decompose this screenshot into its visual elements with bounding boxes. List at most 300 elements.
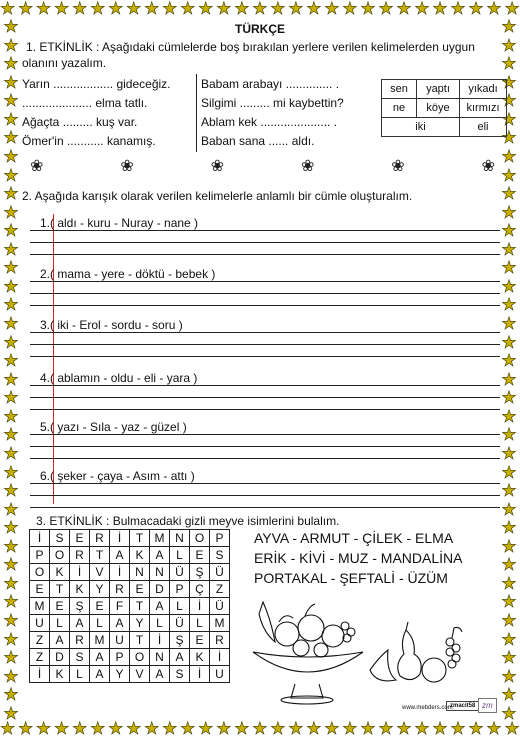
star-icon: ★: [126, 0, 142, 18]
grid-cell: L: [50, 615, 70, 632]
word-cell: kırmızı: [460, 99, 507, 118]
grid-cell: P: [210, 530, 230, 547]
star-icon: ★: [3, 128, 19, 148]
grid-cell: R: [210, 632, 230, 649]
star-icon: ★: [501, 481, 517, 501]
grid-cell: V: [130, 666, 150, 683]
star-icon: ★: [0, 719, 16, 738]
grid-cell: İ: [150, 632, 170, 649]
star-icon: ★: [501, 314, 517, 333]
star-icon: ★: [504, 719, 520, 738]
word-cell: köye: [417, 99, 460, 118]
star-icon: ★: [501, 202, 517, 222]
star-icon: ★: [3, 239, 19, 259]
star-icon: ★: [90, 0, 106, 18]
exercise-prompt: 6.( şeker - çaya - Asım - attı ): [40, 469, 195, 483]
star-icon: ★: [468, 719, 484, 738]
grid-cell: L: [150, 615, 170, 632]
star-icon: ★: [501, 258, 517, 278]
grid-cell: R: [110, 581, 130, 598]
grid-cell: İ: [190, 666, 210, 683]
star-icon: ★: [72, 719, 88, 738]
star-icon: ★: [54, 0, 70, 18]
star-icon: ★: [414, 0, 430, 18]
grid-cell: K: [50, 564, 70, 581]
grid-row: [30, 547, 230, 564]
flower-icon: ❀: [30, 158, 44, 175]
grid-cell: E: [70, 530, 90, 547]
star-icon: ★: [3, 648, 19, 668]
grid-row: [30, 598, 230, 615]
grid-row: [30, 615, 230, 632]
divider-line: [196, 74, 197, 152]
fill-sentence-right: Babam arabayı .............. .: [201, 77, 340, 91]
star-icon: ★: [90, 719, 106, 738]
star-icon: ★: [3, 276, 19, 296]
star-icon: ★: [450, 719, 466, 738]
star-icon: ★: [504, 0, 520, 18]
grid-cell: Y: [90, 581, 110, 598]
star-icon: ★: [180, 0, 196, 18]
star-icon: ★: [501, 276, 517, 296]
star-icon: ★: [501, 611, 517, 630]
writing-line: [30, 385, 500, 386]
grid-cell: Z: [30, 632, 50, 649]
star-icon: ★: [501, 332, 517, 352]
grid-cell: E: [190, 547, 210, 564]
fruit-bowl-illustration: [245, 592, 370, 710]
grid-cell: E: [90, 598, 110, 615]
star-icon: ★: [486, 0, 502, 18]
writing-line: [30, 332, 500, 333]
star-icon: ★: [270, 719, 286, 738]
star-icon: ★: [3, 406, 19, 426]
star-icon: ★: [501, 462, 517, 482]
star-icon: ★: [3, 332, 19, 352]
grid-cell: Y: [130, 615, 150, 632]
grid-cell: L: [90, 615, 110, 632]
writing-line: [30, 230, 500, 231]
grid-cell: S: [210, 547, 230, 564]
activity1-instruction-cont: olanını yazalım.: [22, 56, 107, 70]
writing-line: [30, 434, 500, 435]
star-icon: ★: [216, 0, 232, 18]
star-icon: ★: [342, 719, 358, 738]
star-border-bottom: [0, 720, 520, 740]
grid-cell: N: [150, 564, 170, 581]
star-icon: ★: [234, 719, 250, 738]
star-icon: ★: [324, 719, 340, 738]
star-icon: ★: [501, 17, 517, 36]
star-icon: ★: [3, 629, 19, 649]
flower-icon: ❀: [300, 158, 315, 175]
activity2-instruction: 2. Aşağıda karışık olarak verilen kelimelerle anlamlı bir cümle oluşturalım.: [22, 189, 413, 203]
star-icon: ★: [432, 0, 448, 18]
star-icon: ★: [3, 573, 19, 593]
star-icon: ★: [144, 0, 160, 18]
grid-cell: P: [30, 547, 50, 564]
margin-line: [53, 214, 54, 504]
star-icon: ★: [3, 258, 19, 278]
writing-line: [30, 458, 500, 459]
grid-cell: İ: [70, 564, 90, 581]
star-icon: ★: [306, 0, 322, 18]
star-icon: ★: [108, 719, 124, 738]
star-icon: ★: [3, 555, 19, 575]
grid-cell: R: [90, 530, 110, 547]
star-icon: ★: [432, 719, 448, 738]
star-icon: ★: [501, 109, 517, 129]
star-icon: ★: [162, 0, 178, 18]
grid-cell: Ş: [170, 632, 190, 649]
grid-cell: A: [110, 547, 130, 564]
star-icon: ★: [216, 719, 232, 738]
star-icon: ★: [72, 0, 88, 18]
flower-divider: [30, 156, 495, 176]
star-icon: ★: [3, 518, 19, 538]
grid-cell: K: [50, 666, 70, 683]
grid-row: [30, 666, 230, 683]
grid-cell: A: [150, 598, 170, 615]
star-icon: ★: [3, 611, 19, 630]
grid-cell: M: [30, 598, 50, 615]
star-icon: ★: [501, 165, 517, 185]
word-cell: ne: [382, 99, 417, 118]
star-icon: ★: [3, 109, 19, 129]
star-icon: ★: [501, 629, 517, 649]
fill-sentence-left: Yarın .................. gideceğiz.: [22, 77, 171, 91]
star-icon: ★: [396, 0, 412, 18]
grid-row: [30, 530, 230, 547]
grid-cell: İ: [210, 649, 230, 666]
grid-cell: İ: [30, 530, 50, 547]
star-icon: ★: [3, 91, 19, 111]
grid-cell: T: [90, 547, 110, 564]
star-icon: ★: [36, 719, 52, 738]
fill-sentence-left: Ağaçta ......... kuş var.: [22, 115, 138, 129]
star-icon: ★: [501, 555, 517, 575]
writing-line: [30, 242, 500, 243]
grid-cell: O: [130, 649, 150, 666]
star-icon: ★: [501, 128, 517, 148]
star-icon: ★: [501, 703, 517, 723]
word-cell: eli: [460, 118, 507, 137]
fill-sentence-left: Ömer'in ........... kanamış.: [22, 134, 156, 148]
star-icon: ★: [0, 0, 16, 18]
grid-row: [30, 564, 230, 581]
writing-line: [30, 293, 500, 294]
star-icon: ★: [252, 0, 268, 18]
activity1-instruction: 1. ETKİNLİK : Aşağıdaki cümlelerde boş bırakılan yerlere verilen kelimelerden uygun: [26, 40, 475, 54]
grid-cell: Z: [30, 649, 50, 666]
star-icon: ★: [306, 719, 322, 738]
grid-cell: S: [50, 530, 70, 547]
star-icon: ★: [3, 351, 19, 371]
grid-cell: İ: [110, 530, 130, 547]
star-icon: ★: [501, 648, 517, 668]
grid-cell: Z: [210, 581, 230, 598]
grid-cell: Ş: [190, 564, 210, 581]
exercise-prompt: 5.( yazı - Sıla - yaz - güzel ): [40, 420, 187, 434]
star-icon: ★: [501, 592, 517, 612]
grid-cell: A: [110, 615, 130, 632]
fruit-word-list: ERİK - KİVİ - MUZ - MANDALİNA: [254, 550, 463, 566]
star-icon: ★: [501, 239, 517, 259]
star-icon: ★: [162, 719, 178, 738]
writing-line: [30, 507, 500, 508]
grid-cell: T: [130, 598, 150, 615]
flower-icon: ❀: [120, 158, 134, 175]
star-icon: ★: [3, 425, 19, 445]
star-icon: ★: [501, 184, 517, 204]
grid-cell: İ: [190, 598, 210, 615]
grid-cell: V: [90, 564, 110, 581]
star-icon: ★: [3, 146, 19, 166]
writing-line: [30, 409, 500, 410]
footer-stamp: zmacit58: [446, 701, 479, 711]
star-icon: ★: [3, 666, 19, 686]
star-icon: ★: [3, 17, 19, 36]
fruit-word-list: PORTAKAL - ŞEFTALİ - ÜZÜM: [254, 570, 448, 586]
word-bank-table: [381, 79, 507, 137]
grid-cell: R: [70, 547, 90, 564]
star-icon: ★: [3, 72, 19, 92]
grid-cell: L: [170, 598, 190, 615]
star-icon: ★: [378, 0, 394, 18]
star-icon: ★: [3, 54, 19, 74]
grid-cell: E: [190, 632, 210, 649]
footer-logo: zm: [478, 698, 497, 713]
page-title: TÜRKÇE: [235, 22, 285, 36]
star-icon: ★: [501, 685, 517, 705]
star-icon: ★: [378, 719, 394, 738]
writing-line: [30, 254, 500, 255]
grid-cell: A: [70, 615, 90, 632]
exercise-prompt: 3.( iki - Erol - sordu - soru ): [40, 318, 183, 332]
star-icon: ★: [450, 0, 466, 18]
grid-cell: A: [170, 649, 190, 666]
star-icon: ★: [501, 221, 517, 241]
star-icon: ★: [3, 221, 19, 241]
star-icon: ★: [324, 0, 340, 18]
star-icon: ★: [3, 462, 19, 482]
star-icon: ★: [270, 0, 286, 18]
star-icon: ★: [3, 35, 19, 55]
star-icon: ★: [501, 35, 517, 55]
flower-icon: ❀: [481, 158, 495, 175]
grid-cell: P: [170, 581, 190, 598]
star-icon: ★: [3, 369, 19, 389]
star-icon: ★: [501, 72, 517, 92]
grid-cell: U: [210, 666, 230, 683]
grid-cell: N: [170, 530, 190, 547]
star-icon: ★: [501, 146, 517, 166]
grid-cell: A: [90, 649, 110, 666]
footer-site: www.mebders.com: [402, 705, 453, 711]
grid-cell: A: [50, 632, 70, 649]
star-icon: ★: [501, 295, 517, 315]
writing-line: [30, 483, 500, 484]
star-icon: ★: [501, 425, 517, 445]
star-icon: ★: [486, 719, 502, 738]
star-icon: ★: [360, 0, 376, 18]
flower-icon: ❀: [210, 158, 225, 175]
star-icon: ★: [501, 573, 517, 593]
star-icon: ★: [501, 536, 517, 556]
star-icon: ★: [501, 91, 517, 111]
fill-sentence-right: Ablam kek ..................... .: [201, 115, 338, 129]
grid-cell: K: [130, 547, 150, 564]
star-icon: ★: [36, 0, 52, 18]
star-icon: ★: [252, 719, 268, 738]
star-icon: ★: [501, 406, 517, 426]
star-icon: ★: [3, 592, 19, 612]
fruit-word-list: AYVA - ARMUT - ÇİLEK - ELMA: [254, 530, 454, 546]
word-cell: yıkadı: [460, 80, 507, 99]
fill-sentence-left: ..................... elma tatlı.: [22, 96, 148, 110]
grid-cell: O: [190, 530, 210, 547]
grid-cell: A: [150, 666, 170, 683]
grid-cell: Ç: [190, 581, 210, 598]
grid-cell: Ü: [210, 564, 230, 581]
word-cell: sen: [382, 80, 417, 99]
grid-cell: Ş: [70, 598, 90, 615]
grid-cell: E: [50, 598, 70, 615]
writing-line: [30, 344, 500, 345]
grid-cell: L: [70, 666, 90, 683]
grid-cell: Y: [110, 666, 130, 683]
star-icon: ★: [288, 0, 304, 18]
writing-line: [30, 495, 500, 496]
writing-line: [30, 356, 500, 357]
star-icon: ★: [3, 184, 19, 204]
star-icon: ★: [501, 518, 517, 538]
grid-cell: M: [210, 615, 230, 632]
fill-sentence-right: Silgimi ......... mi kaybettin?: [201, 96, 344, 110]
word-cell: yaptı: [417, 80, 460, 99]
grid-cell: Ü: [170, 564, 190, 581]
grid-cell: S: [70, 649, 90, 666]
star-icon: ★: [234, 0, 250, 18]
star-icon: ★: [3, 685, 19, 705]
star-icon: ★: [414, 719, 430, 738]
writing-line: [30, 281, 500, 282]
star-icon: ★: [3, 443, 19, 463]
star-border-top: [0, 0, 520, 20]
grid-cell: T: [130, 632, 150, 649]
grid-cell: M: [90, 632, 110, 649]
star-icon: ★: [3, 295, 19, 315]
grid-row: [30, 581, 230, 598]
star-icon: ★: [501, 351, 517, 371]
star-icon: ★: [18, 0, 34, 18]
star-icon: ★: [342, 0, 358, 18]
star-icon: ★: [3, 481, 19, 501]
fill-sentence-right: Baban sana ...... aldı.: [201, 134, 315, 148]
star-icon: ★: [501, 54, 517, 74]
star-icon: ★: [3, 536, 19, 556]
grid-cell: F: [110, 598, 130, 615]
grid-cell: İ: [110, 564, 130, 581]
grid-cell: D: [50, 649, 70, 666]
exercise-prompt: 2.( mama - yere - döktü - bebek ): [40, 267, 216, 281]
star-icon: ★: [18, 719, 34, 738]
star-icon: ★: [501, 388, 517, 408]
fruits-illustration: [366, 620, 466, 692]
grid-cell: A: [90, 666, 110, 683]
star-icon: ★: [3, 165, 19, 185]
grid-cell: N: [150, 649, 170, 666]
grid-cell: D: [150, 581, 170, 598]
star-icon: ★: [3, 703, 19, 723]
flower-icon: ❀: [391, 158, 405, 175]
star-icon: ★: [180, 719, 196, 738]
grid-cell: U: [30, 615, 50, 632]
grid-cell: L: [190, 615, 210, 632]
grid-cell: K: [190, 649, 210, 666]
writing-line: [30, 305, 500, 306]
grid-cell: N: [130, 564, 150, 581]
grid-cell: E: [130, 581, 150, 598]
grid-cell: E: [30, 581, 50, 598]
star-icon: ★: [54, 719, 70, 738]
exercise-prompt: 1.( aldı - kuru - Nuray - nane ): [40, 216, 199, 230]
grid-cell: T: [130, 530, 150, 547]
grid-cell: O: [50, 547, 70, 564]
star-icon: ★: [501, 666, 517, 686]
grid-cell: O: [30, 564, 50, 581]
star-icon: ★: [198, 719, 214, 738]
star-icon: ★: [3, 202, 19, 222]
word-search-grid: [29, 529, 230, 683]
star-icon: ★: [198, 0, 214, 18]
writing-line: [30, 446, 500, 447]
star-icon: ★: [144, 719, 160, 738]
star-icon: ★: [501, 369, 517, 389]
grid-cell: T: [50, 581, 70, 598]
grid-cell: K: [70, 581, 90, 598]
grid-cell: S: [170, 666, 190, 683]
grid-row: [30, 649, 230, 666]
grid-row: [30, 632, 230, 649]
star-icon: ★: [3, 388, 19, 408]
grid-cell: M: [150, 530, 170, 547]
star-icon: ★: [288, 719, 304, 738]
grid-cell: İ: [30, 666, 50, 683]
star-icon: ★: [3, 314, 19, 333]
star-icon: ★: [360, 719, 376, 738]
grid-cell: Ü: [210, 598, 230, 615]
grid-cell: Ü: [170, 615, 190, 632]
writing-line: [30, 397, 500, 398]
star-icon: ★: [501, 499, 517, 519]
word-cell: iki: [382, 118, 460, 137]
grid-cell: U: [110, 632, 130, 649]
activity3-instruction: 3. ETKİNLİK : Bulmacadaki gizli meyve isimlerini bulalım.: [36, 514, 340, 528]
grid-cell: R: [70, 632, 90, 649]
grid-cell: P: [110, 649, 130, 666]
star-icon: ★: [396, 719, 412, 738]
star-icon: ★: [126, 719, 142, 738]
star-border-left: [1, 18, 21, 722]
grid-cell: L: [170, 547, 190, 564]
star-icon: ★: [468, 0, 484, 18]
exercise-prompt: 4.( ablamın - oldu - eli - yara ): [40, 371, 198, 385]
star-icon: ★: [3, 499, 19, 519]
grid-cell: A: [150, 547, 170, 564]
star-icon: ★: [108, 0, 124, 18]
star-icon: ★: [501, 443, 517, 463]
